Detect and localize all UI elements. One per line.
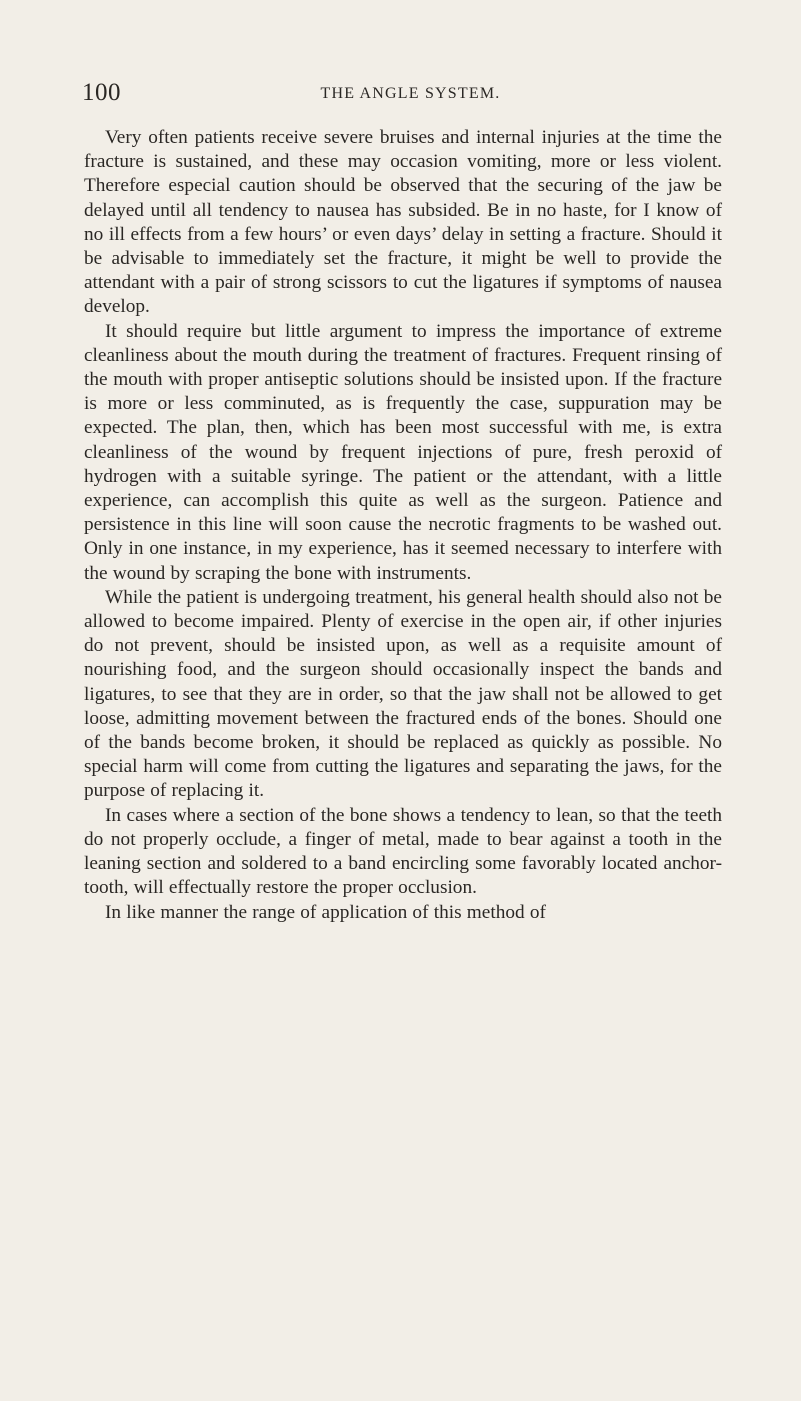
paragraph-3: While the patient is undergoing treatment, his general health should also not be allowed to become impaired. Plenty of exercise in the open air, if other injuries do not prevent, should be insisted upon, as well as a requisite amount of nourishing food, and the surgeon should occasionally inspect the bands and ligatures, to see that they are in order, so that the jaw shall not be allowed to get loose, admitting movement between the fractured ends of the bones. Should one of the bands become broken, it should be replaced as quickly as possible. No special harm will come from cutting the ligatures and separating the jaws, for the purpose of replacing it. (84, 586, 722, 802)
paragraph-2: It should require but little argument to impress the importance of extreme cleanliness about the mouth during the treatment of fractures. Frequent rinsing of the mouth with proper antiseptic solutions should be insisted upon. If the fracture is more or less comminuted, as is frequently the case, suppuration may be expected. The plan, then, which has been most successful with me, is extra cleanliness of the wound by frequent injections of pure, fresh peroxid of hydrogen with a suitable syringe. The patient or the attendant, with a little experience, can accomplish this quite as well as the surgeon. Patience and persistence in this line will soon cause the necrotic fragments to be washed out. Only in one instance, in my experience, has it seemed necessary to interfere with the wound by scraping the bone with instruments. (84, 320, 722, 584)
paragraph-1: Very often patients receive severe bruises and internal injuries at the time the fracture is sustained, and these may occasion vomiting, more or less violent. Therefore especial caution should be observed that the securing of the jaw be delayed until all tendency to nausea has subsided. Be in no haste, for I know of no ill effects from a few hours’ or even days’ delay in setting a fracture. Should it be advisable to immediately set the fracture, it might be well to provide the attendant with a pair of strong scissors to cut the ligatures if symptoms of nausea develop. (84, 127, 722, 318)
page-number: 100 (82, 79, 121, 106)
body-text (84, 126, 722, 925)
paragraph-4: In cases where a section of the bone shows a tendency to lean, so that the teeth do not properly occlude, a finger of metal, made to bear against a tooth in the leaning section and soldered to a band encircling some favorably located anchor-tooth, will effectually restore the proper occlusion. (84, 804, 722, 899)
running-title: THE ANGLE SYSTEM. (320, 85, 501, 102)
running-head (82, 78, 719, 108)
paragraph-5: In like manner the range of application of this method of (105, 901, 546, 923)
